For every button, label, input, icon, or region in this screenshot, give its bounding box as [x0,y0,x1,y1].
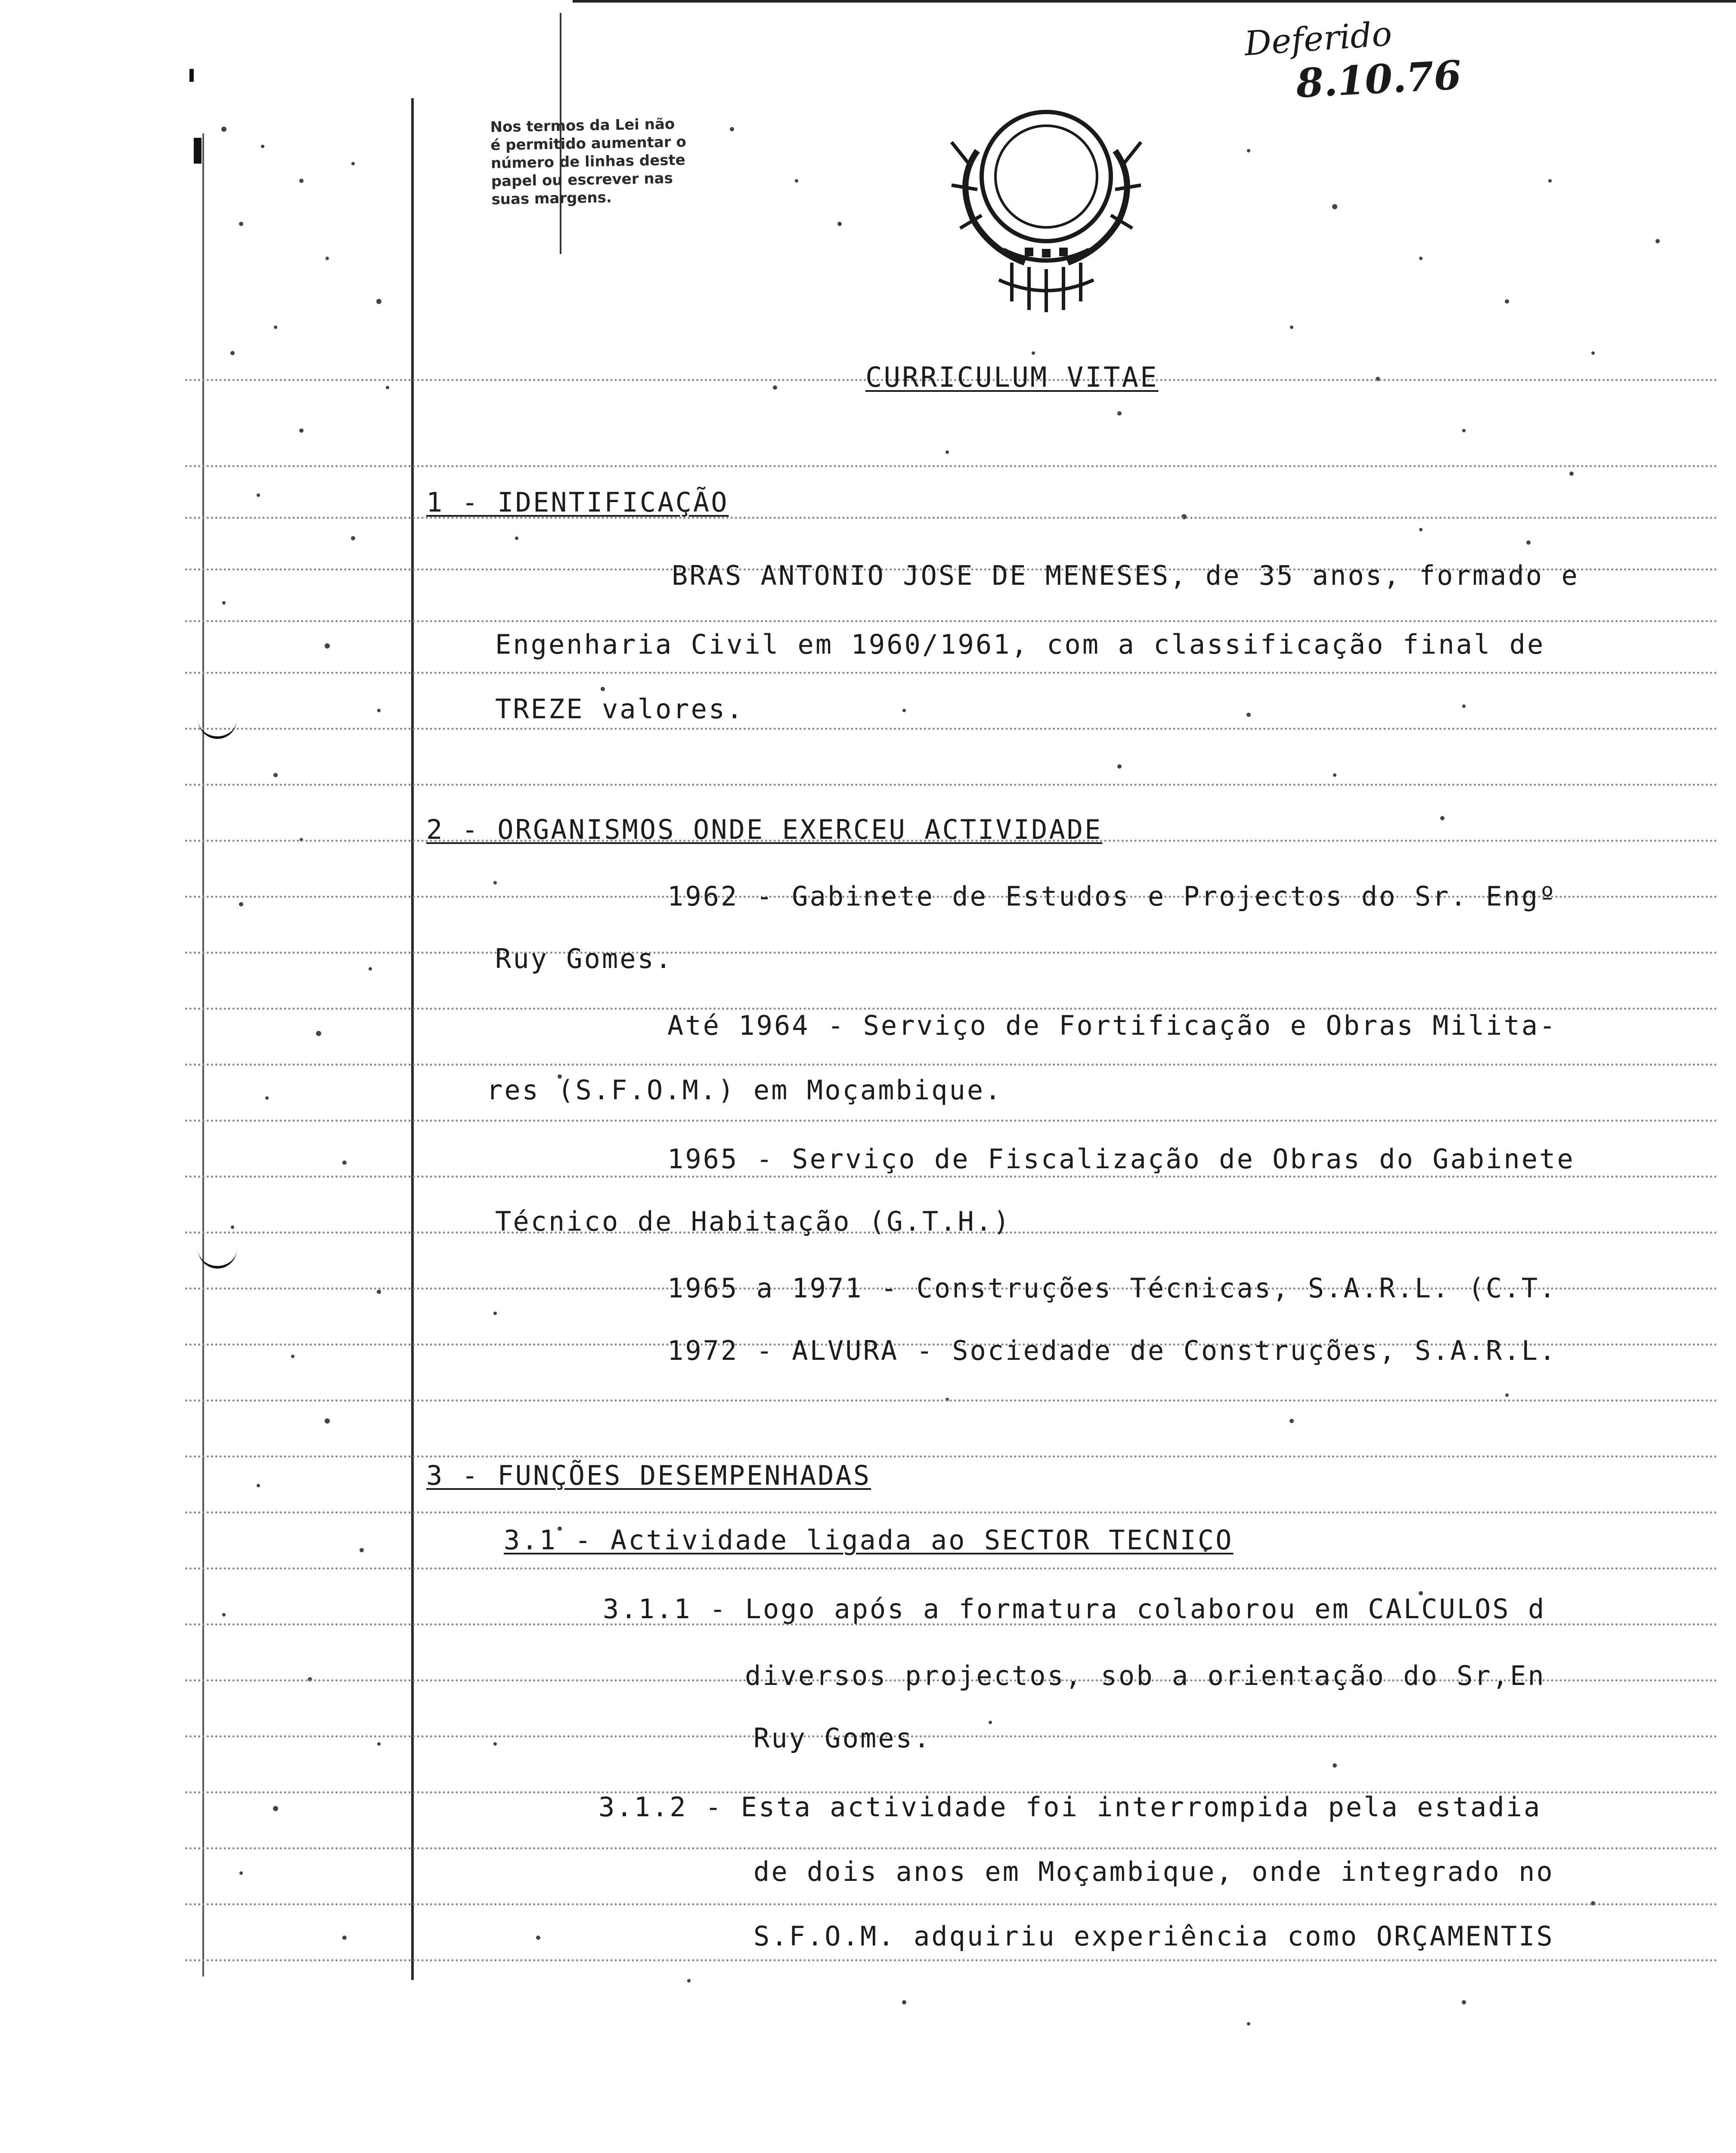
row-rule [185,1511,1718,1514]
body-text: Ruy Gomes. [753,1722,932,1754]
row-rule [185,1176,1718,1178]
body-text: 1965 a 1971 - Construções Técnicas, S.A.R.L. (C.T. [667,1272,1557,1304]
body-text: 3.1.1 - Logo após a formatura colaborou em CALCULOS d [603,1593,1546,1625]
body-text: diversos projectos, sob a orientação do Sr,En [745,1660,1546,1691]
organism-line [487,1074,1003,1106]
edge-mark [194,138,202,164]
row-rule [185,1959,1718,1961]
row-rule [185,1455,1718,1458]
section-2-heading [426,814,1102,845]
body-text: Técnico de Habitação (G.T.H.) [495,1206,1011,1237]
section-3-1-heading [504,1524,1233,1556]
body-text: Até 1964 - Serviço de Fortificação e Obras Milita- [667,1010,1557,1041]
row-rule [185,952,1718,954]
section-heading-text: 2 - ORGANISMOS ONDE EXERCEU ACTIVIDADE [426,814,1103,845]
body-text: S.F.O.M. adquiriu experiência como ORÇAMENTIS [753,1920,1554,1952]
organism-line [667,1335,1557,1366]
body-text: de dois anos em Moçambique, onde integrado no [753,1856,1554,1887]
row-rule [185,620,1718,622]
row-rule [185,1120,1718,1122]
row-rule [185,465,1718,467]
section-1-heading [426,487,729,518]
body-text: 1965 - Serviço de Fiscalização de Obras do Gabinete [667,1143,1575,1175]
identification-line-3 [495,693,744,725]
body-text: 1972 - ALVURA - Sociedade de Construções, S.A.R.L. [667,1335,1557,1366]
handwritten-annotation [1243,14,1463,107]
body-text: Engenharia Civil em 1960/1961, com a classificação final de [495,629,1545,660]
organism-line [667,1272,1557,1304]
stamp-notice-line: é permitido aumentar o [490,133,687,154]
section-3-heading [426,1460,871,1491]
function-line [745,1660,1546,1691]
row-rule [185,1064,1718,1066]
row-rule [185,517,1718,519]
organism-line [495,1206,1011,1237]
row-rule [185,1903,1718,1905]
coat-of-arms-seal [904,78,1188,319]
section-heading-text: 3 - FUNÇÕES DESEMPENHADAS [426,1460,871,1491]
row-rule [185,784,1718,786]
body-text: Ruy Gomes. [495,943,673,974]
body-text: 1962 - Gabinete de Estudos e Projectos do Sr. Engº [667,881,1557,912]
body-text: 3.1.2 - Esta actividade foi interrompida pela estadia [598,1791,1542,1823]
subsection-heading-text: 3.1 - Actividade ligada ao SECTOR TECNICO [504,1524,1234,1556]
handwritten-approval: Deferido [1243,14,1393,64]
organism-line [495,943,673,974]
row-rule [185,1567,1718,1570]
function-line [753,1722,931,1754]
stamp-notice-line: suas margens. [491,189,612,208]
row-rule [185,672,1718,674]
identification-line-1 [672,560,1579,591]
stamp-notice-line: Nos termos da Lei não [490,115,675,136]
document-title [865,362,1159,394]
title-text: CURRICULUM VITAE [865,362,1159,394]
body-text: BRAS ANTONIO JOSE DE MENESES, de 35 anos, formado e [672,560,1579,591]
edge-mark [189,69,194,82]
organism-line [667,1010,1557,1041]
body-text: res (S.F.O.M.) em Moçambique. [487,1074,1003,1106]
stamp-notice-line: número de linhas deste [490,151,686,172]
organism-line [667,1143,1575,1175]
row-rule [185,1735,1718,1737]
section-heading-text: 1 - IDENTIFICAÇÃO [426,487,729,518]
body-text: TREZE valores. [495,693,744,725]
function-line [598,1791,1541,1823]
function-line [603,1593,1546,1625]
stamp-notice [490,114,716,208]
handwritten-date: 8.10.76 [1295,52,1463,107]
function-line [753,1856,1554,1887]
stamp-notice-line: papel ou escrever nas [491,170,673,190]
row-rule [185,1399,1718,1402]
identification-line-2 [495,629,1545,660]
function-line [753,1920,1554,1952]
row-rule [185,1847,1718,1849]
left-rule [202,133,204,1976]
row-rule [185,728,1718,730]
organism-line [667,881,1557,912]
